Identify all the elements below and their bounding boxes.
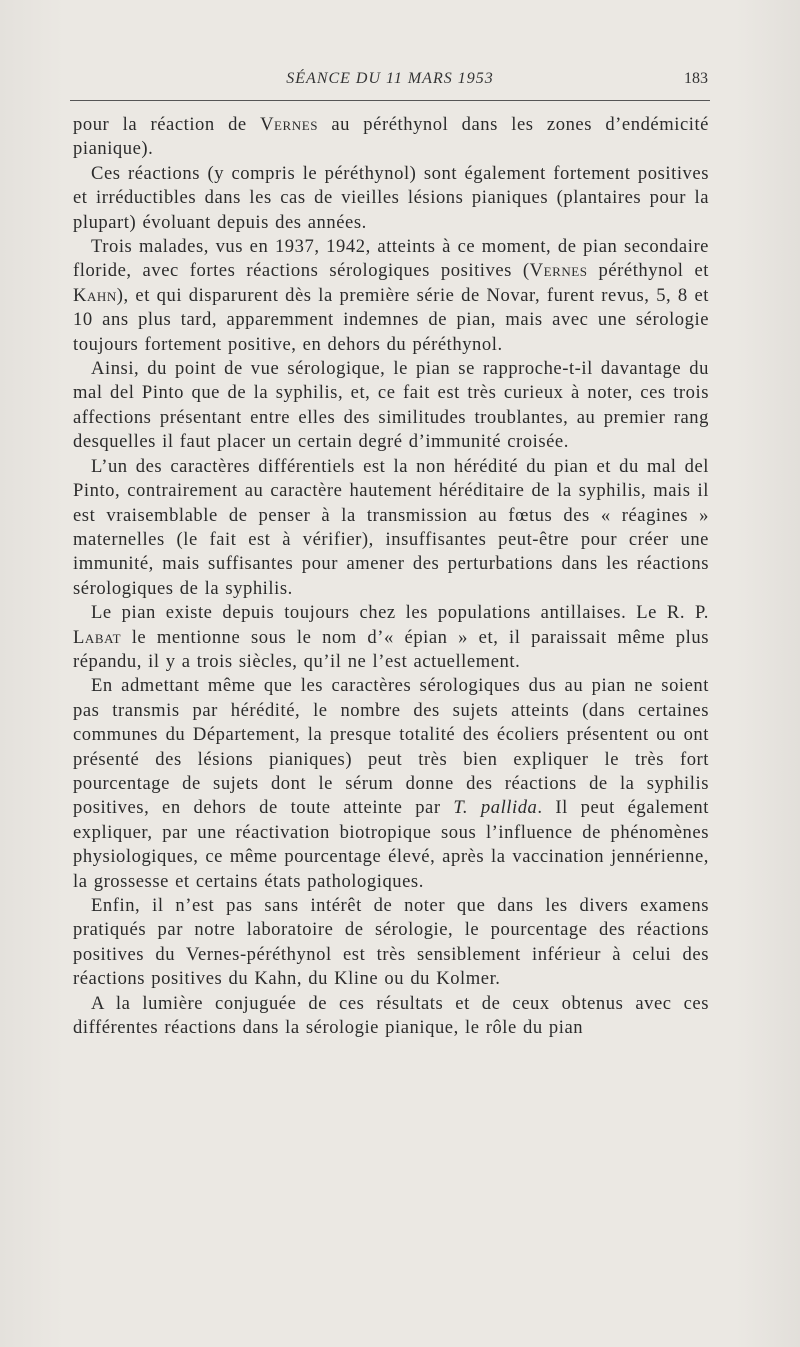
text-run: Enfin, il n’est pas sans intérêt de noter que dans les divers examens pratiqués par notre laboratoire de sérologie, le pourcentage des réactions positives du Vernes-péréthynol est très sensiblement inférieur à celui des réactions positives du Kahn, du Kline ou du Kolmer. bbox=[73, 895, 709, 990]
text-run: pour la réaction de bbox=[73, 114, 261, 135]
text-run: L’un des caractères différentiels est la non hérédité du pian et du mal del Pinto, contrairement au caractère hautement héréditaire de la syphilis, mais il est vraisemblable de penser à la transmission au fœtus des « réagines » maternelles (le fait est à vérifier), insuffisantes peut-être pour créer une immunité, mais suffisantes pour amener des perturbations dans les réactions sérologiques de la syphilis. bbox=[73, 455, 709, 599]
text-run: péréthynol et bbox=[587, 260, 709, 282]
paragraph bbox=[73, 601, 709, 674]
paragraph bbox=[73, 674, 709, 894]
text-run: au péréthynol dans les zones d’endémicité pianique). bbox=[73, 114, 709, 160]
text-run: Ainsi, du point de vue sérologique, le pian se rapproche-t-il davantage du mal del Pinto que de la syphilis, et, ce fait est très curieux à noter, ces trois affections présentant entre elles des similitudes troublantes, au premier rang desquelles il faut placer un certain degré d’immunité croisée. bbox=[73, 358, 709, 453]
paragraph bbox=[73, 455, 709, 601]
paragraph bbox=[73, 894, 709, 992]
italic-term: T. pallida bbox=[453, 797, 538, 819]
text-run: le mentionne sous le nom d’« épian » et, il paraissait même plus répandu, il y a trois siècles, qu’il ne l’est actuellement. bbox=[73, 626, 709, 672]
text-run: . Il peut également expliquer, par une réactivation biotropique sous l’influence de phénomènes physiologiques, ce même pourcentage élevé, après la vaccination jennérienne, la grossesse et certains états pathologiques. bbox=[73, 797, 709, 892]
paragraph bbox=[73, 162, 709, 235]
paragraph bbox=[73, 357, 709, 455]
paragraph bbox=[73, 992, 709, 1041]
author-name: Labat bbox=[73, 626, 122, 648]
body-text bbox=[73, 113, 709, 1040]
paragraph bbox=[73, 235, 709, 357]
text-run: En admettant même que les caractères sérologiques dus au pian ne soient pas transmis par hérédité, le nombre des sujets atteints (dans certaines communes du Département, la presque totalité des écoliers présentent ou ont présenté des lésions pianiques) peut très bien expliquer le très fort pourcentage de sujets dont le sérum donne des réactions de la syphilis positives, en dehors de toute atteinte par bbox=[73, 675, 709, 819]
text-run: A la lumière conjuguée de ces résultats et de ceux obtenus avec ces différentes réactions dans la sérologie pianique, le rôle du pian bbox=[73, 992, 709, 1039]
paragraph bbox=[73, 113, 709, 162]
page-number: 183 bbox=[684, 70, 708, 87]
text-run: ), et qui disparurent dès la première série de Novar, furent revus, 5, 8 et 10 ans plus tard, apparemment indemnes de pian, mais avec une sérologie toujours fortement positive, en dehors du péréthynol. bbox=[73, 284, 709, 355]
text-run: Ces réactions (y compris le péréthynol) sont également fortement positives et irréductibles dans les cas de vieilles lésions pianiques (plantaires pour la plupart) évoluant depuis des années. bbox=[73, 162, 709, 233]
running-title: SÉANCE DU 11 MARS 1953 bbox=[286, 70, 494, 87]
author-name: Vernes bbox=[529, 260, 588, 282]
page-header bbox=[70, 64, 710, 94]
text-run: Le pian existe depuis toujours chez les populations antillaises. Le R. P. bbox=[91, 602, 709, 624]
author-name: Kahn bbox=[73, 284, 117, 306]
text-run: Trois malades, vus en 1937, 1942, atteints à ce moment, de pian secondaire floride, avec fortes réactions sérologiques positives ( bbox=[73, 236, 709, 282]
author-name: Vernes bbox=[260, 114, 318, 135]
header-rule bbox=[70, 100, 710, 101]
